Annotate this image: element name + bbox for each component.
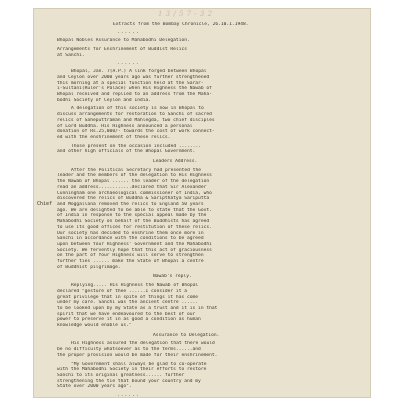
document-title: Bhopal Nobles Assurance to Mahabodhi Delegation. [57, 38, 190, 44]
text-line: Cunningham one archaeological commissioner of India, who [57, 190, 212, 196]
text-line: the proper provision would be made for their enshrinement. [57, 352, 218, 358]
text-line: of Lord Buddha. His Highness announced a personal [57, 123, 193, 129]
text-line: on the part of Your Highness will serve to strengthen [57, 253, 204, 259]
section-heading-nawab: Nawab's reply. [153, 274, 192, 280]
text-line: i-Sultani(Ruler's Palace) when His Highness the Nawab of [57, 86, 212, 92]
text-line: knowledge would enable us." [57, 323, 132, 329]
closing-dots: ...... [117, 393, 140, 398]
text-line: ago. We are delighted to be able to state that the Govt. [57, 207, 212, 213]
text-line: strengthening the tie that bound your country and my [57, 378, 201, 384]
separator-dots: ...... [117, 29, 140, 35]
header-line: Extracts from the Bombay Chronicle, 26.10.1.1948. [113, 22, 249, 27]
text-line: great privilege that in spite of things it has come [57, 294, 199, 300]
text-line: Bhopal, Jan. 7(A.P.) A link forged between Bhopal [71, 69, 207, 75]
text-line: under my care. Sanchi was the ancient centre ...... [57, 300, 199, 306]
text-line: the Nawab of Bhopal ...... the leader of the delegation [57, 179, 210, 185]
text-line: and other high officials of the Bhopal Government. [57, 149, 196, 155]
text-line: Society. We fervently hope that this act of graciousness [57, 247, 212, 253]
text-line: donation of Rs.25,000/- towards the cost of work connect- [57, 129, 215, 135]
text-line: and Moggallana removed the relics to England 50 years [57, 201, 204, 207]
text-line: declared "gesture of thee ......I consider it a [57, 288, 187, 294]
text-line: to be looked upon by my State as a trust and it is in that [57, 305, 218, 311]
text-line: of India in response to the special appeal made by the [57, 213, 207, 219]
section-heading-leaders: Leaders Address. [153, 159, 198, 165]
subtitle-line: at Sanchi. [57, 52, 85, 58]
paragraph [57, 106, 357, 140]
text-line: ed with the enshrinement of these relics. [57, 134, 171, 140]
text-line: Sanchi to its original greatness...... further [57, 372, 185, 378]
paragraph [57, 144, 357, 155]
handwritten-note: 1 3 / 5 7 - 3 2 [158, 10, 213, 18]
text-line: Sanchi in accordance with the conditions to be agreed [57, 236, 204, 242]
margin-note: Chief [37, 201, 53, 207]
text-line: After the Political Secretary had presented the [71, 167, 201, 173]
text-line: be no difficulty whatsoever as to the terms......and [57, 347, 201, 353]
paragraph [57, 362, 357, 391]
text-line: this morning at a special function held at the Sarar- [57, 80, 204, 86]
document-page [33, 8, 371, 398]
text-line: Our society has decided to enshrine them once more in [57, 230, 204, 236]
text-line: of Buddhist pilgrimage. [57, 264, 121, 270]
text-line: His Highness assured the delegation that there would [71, 341, 215, 347]
text-line: read an address............declared that Sir Alexander [57, 184, 207, 190]
paragraph [57, 283, 357, 329]
section-heading-assurance: Assurance to Delegation. [153, 332, 220, 338]
text-line: relics of Saheputtraman and Mahlegda, two chief disciples [57, 117, 215, 123]
document-body [57, 22, 357, 398]
paragraph [57, 341, 357, 358]
text-line: upon between Your Highness' Government and the Mahabodhi [57, 241, 212, 247]
text-line: Bhopal received and replied to an address from the Maha- [57, 92, 212, 98]
text-line: spirit that we have endeavoured to the best of our [57, 311, 196, 317]
text-line: bodhi Society of Ceylon and India. [57, 97, 152, 103]
paragraph [57, 69, 357, 103]
paragraph [57, 168, 357, 271]
text-line: "My Government shall always be glad to co-operate [71, 361, 207, 367]
text-line: A delegation of this society is now in Bhopal to [71, 106, 204, 112]
text-line: Those present on the occasion included ........ [71, 143, 201, 149]
text-line: to use its good offices for restitution of these relics. [57, 224, 212, 230]
text-line: discovered the relics of Buddha & Saripthatya Sariputta [57, 196, 210, 202]
subtitle-line: Arrangements for Enshrinement of Buddist Relics [57, 47, 187, 53]
text-line: discuss arrangements for restoration to Sanchi of sacred [57, 112, 212, 118]
text-line: and Ceylon over 2000 years ago was further strengthened [57, 74, 210, 80]
text-line: with the Mahabodhi Society in their efforts to restore [57, 367, 207, 373]
text-line: State over 2000 years ago". [57, 384, 132, 390]
text-line: Mahabodhi Society on behalf of the Buddhists has agreed [57, 219, 210, 225]
text-line: further ties ...... make the State of Bhopal a centre [57, 259, 204, 265]
text-line: power to preserve it in as good a condition as human [57, 317, 201, 323]
separator-dots: ...... [117, 60, 140, 66]
text-line: leader and the members of the delegation to His Highness [57, 173, 212, 179]
text-line: Replying..... His Highness the Nawab of Bhopal [71, 283, 199, 289]
